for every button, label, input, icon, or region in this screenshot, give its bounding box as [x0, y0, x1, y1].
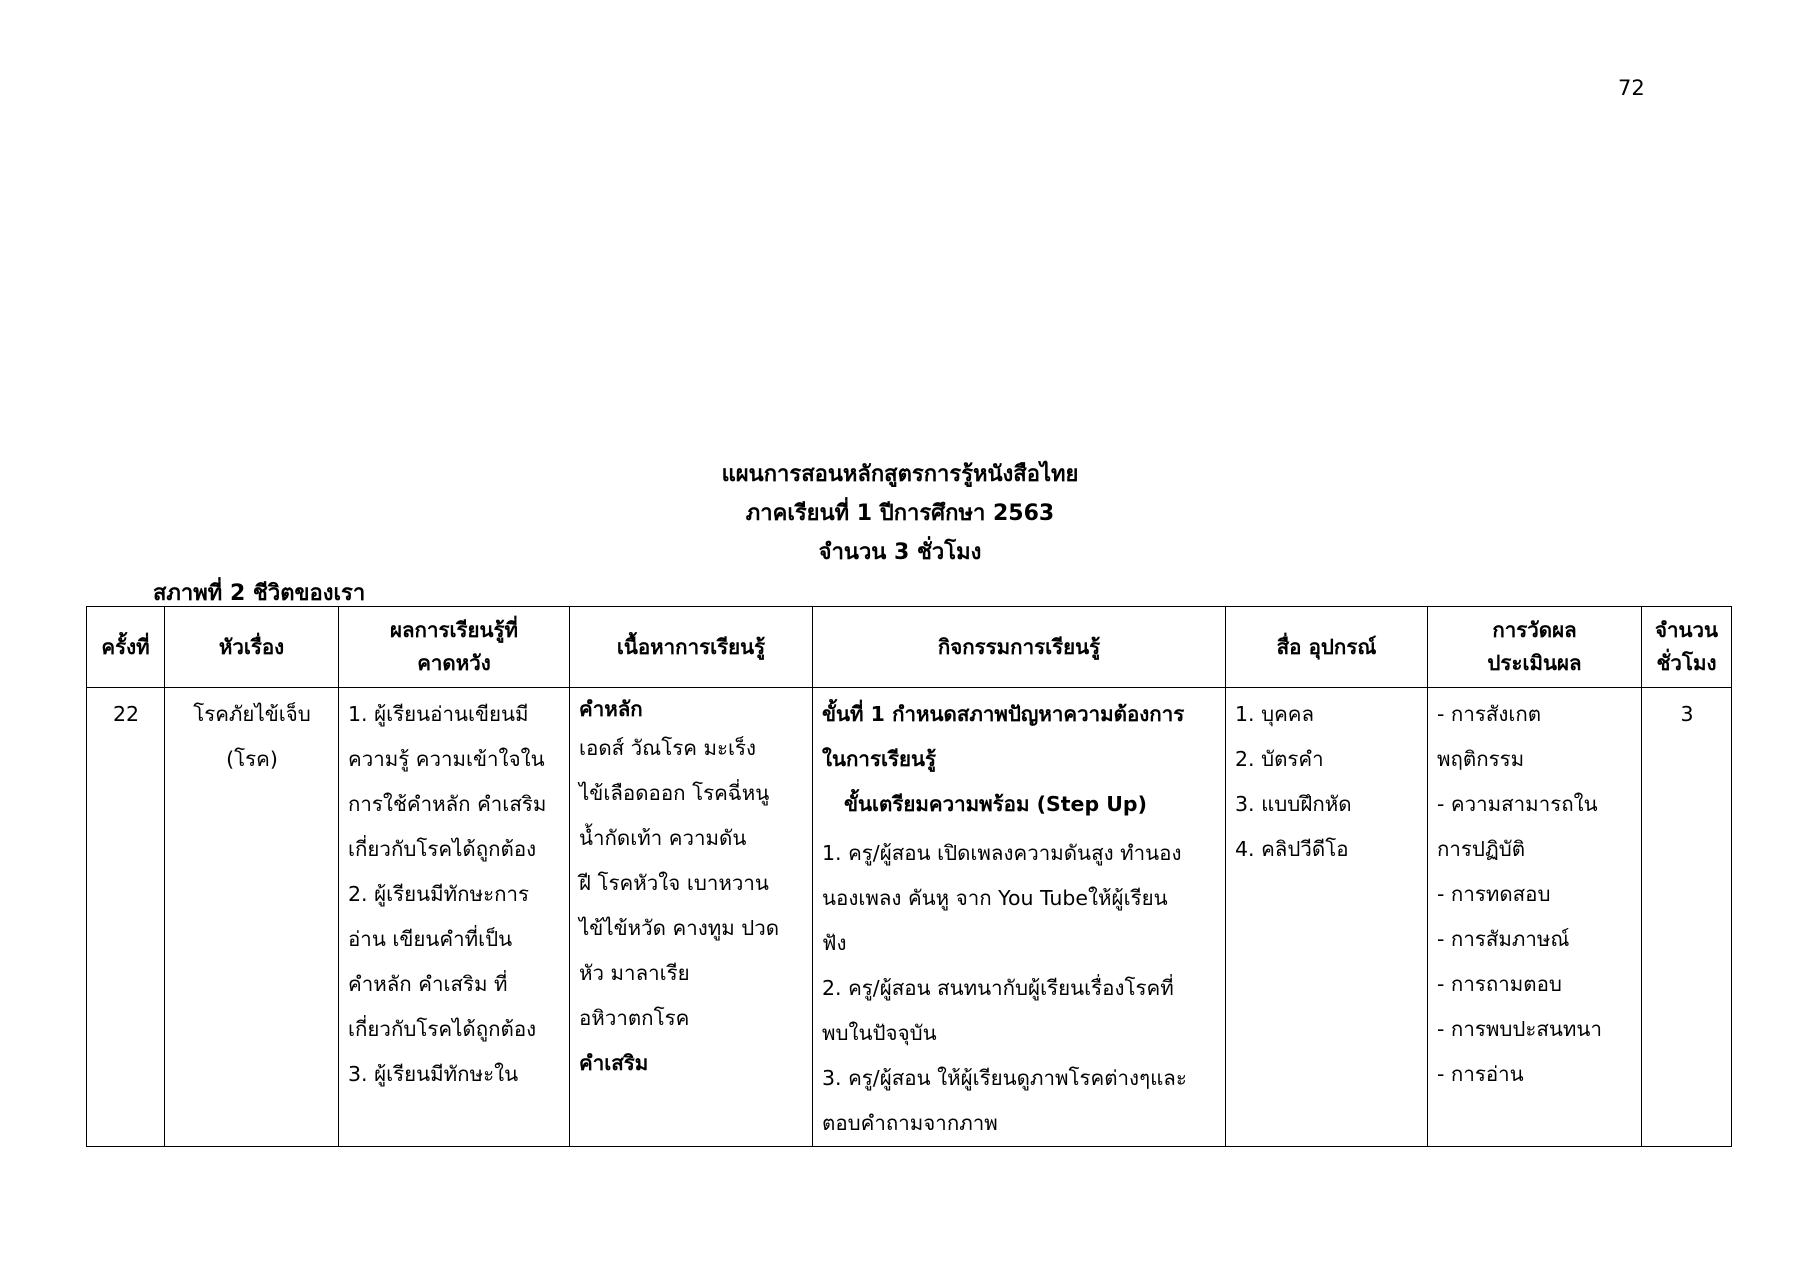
title-line-3: จำนวน 3 ชั่วโมง [818, 540, 982, 565]
activity-step-title: ขั้นที่ 1 กำหนดสภาพปัญหาความต้องการ [822, 702, 1185, 726]
content-main-label: คำหลัก [579, 697, 643, 721]
lesson-plan-table [86, 606, 1732, 1147]
header-hours: จำนวน ชั่วโมง [1642, 607, 1732, 688]
document-title-block [0, 455, 1800, 572]
cell-activities: ขั้นที่ 1 กำหนดสภาพปัญหาความต้องการ ในการเรียนรู้ ขั้นเตรียมความพร้อม (Step Up) 1. ครู/ผู้สอน เปิดเพลงความดันสูง ทำนอง นองเพลง คันหู จาก You Tubeให้ผู้เรียน ฟัง 2. ครู/ผู้สอน สนทนากับผู้เรียนเรื่องโรคที่ พบในปัจจุบัน 3. ครู/ผู้สอน ให้ผู้เรียนดูภาพโรคต่างๆและ ตอบคำถามจากภาพ [813, 688, 1226, 1147]
page-number: 72 [1618, 76, 1645, 100]
title-line-2: ภาคเรียนที่ 1 ปีการศึกษา 2563 [745, 501, 1055, 526]
header-session: ครั้งที่ [87, 607, 165, 688]
cell-session: 22 [87, 688, 165, 1147]
table-header-row [87, 607, 1732, 688]
header-evaluation: การวัดผล ประเมินผล [1428, 607, 1642, 688]
cell-outcomes: 1. ผู้เรียนอ่านเขียนมี ความรู้ ความเข้าใจใน การใช้คำหลัก คำเสริม เกี่ยวกับโรคได้ถูกต้อง 2. ผู้เรียนมีทักษะการ อ่าน เขียนคำที่เป็น คำหลัก คำเสริม ที่ เกี่ยวกับโรคได้ถูกต้อง 3. ผู้เรียนมีทักษะใน [339, 688, 570, 1147]
header-activities: กิจกรรมการเรียนรู้ [813, 607, 1226, 688]
cell-content: คำหลัก เอดส์ วัณโรค มะเร็ง ไข้เลือดออก โรคฉี่หนู น้ำกัดเท้า ความดัน ฝี โรคหัวใจ เบาหวาน ไข้ไข้หวัด คางทูม ปวด หัว มาลาเรีย อหิวาตกโรค คำเสริม [570, 688, 813, 1147]
cell-media: 1. บุคคล 2. บัตรคำ 3. แบบฝึกหัด 4. คลิปวีดีโอ [1226, 688, 1428, 1147]
activity-sub-step: ขั้นเตรียมความพร้อม (Step Up) [844, 792, 1147, 816]
header-topic: หัวเรื่อง [165, 607, 339, 688]
cell-hours: 3 [1642, 688, 1732, 1147]
header-content: เนื้อหาการเรียนรู้ [570, 607, 813, 688]
table-row [87, 688, 1732, 1147]
cell-topic: โรคภัยไข้เจ็บ (โรค) [165, 688, 339, 1147]
title-line-1: แผนการสอนหลักสูตรการรู้หนังสือไทย [721, 462, 1079, 487]
cell-evaluation: - การสังเกต พฤติกรรม - ความสามารถใน การปฏิบัติ - การทดสอบ - การสัมภาษณ์ - การถามตอบ - การพบปะสนทนา - การอ่าน [1428, 688, 1642, 1147]
header-outcomes: ผลการเรียนรู้ที่ คาดหวัง [339, 607, 570, 688]
header-media: สื่อ อุปกรณ์ [1226, 607, 1428, 688]
content-extra-label: คำเสริม [579, 1051, 649, 1075]
unit-heading: สภาพที่ 2 ชีวิตของเรา [153, 581, 366, 606]
